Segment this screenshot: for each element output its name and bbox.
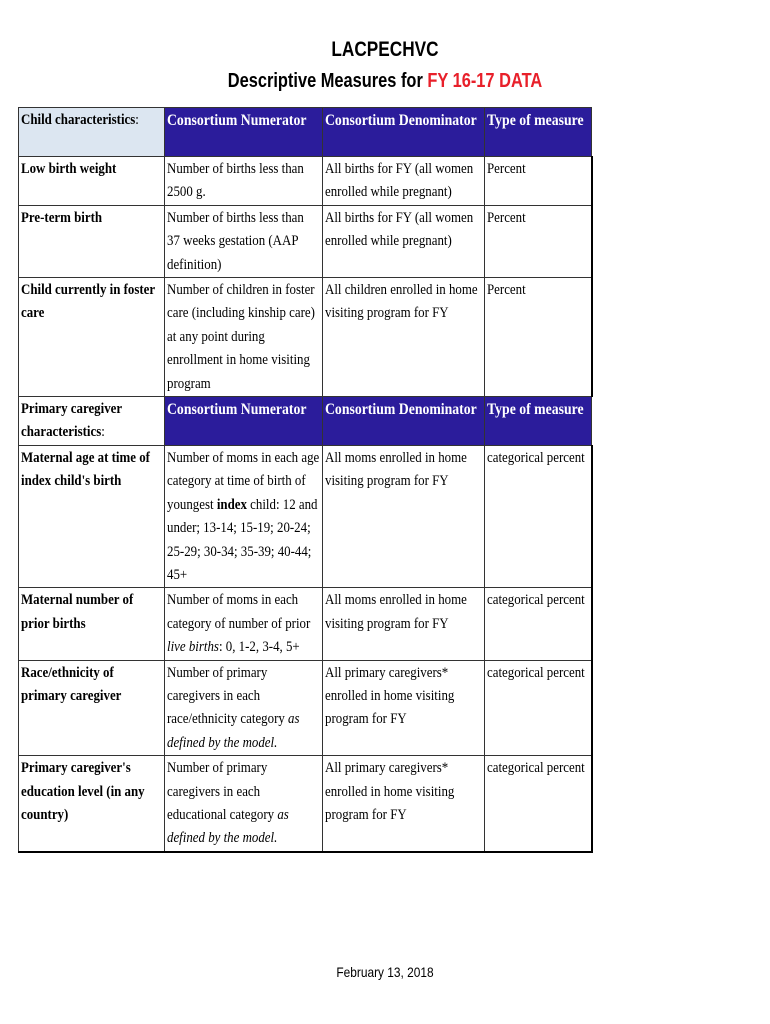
section1-header-row [19, 108, 592, 157]
table-row [19, 205, 592, 277]
section1-label: Child characteristics: [19, 108, 165, 157]
table-row [19, 588, 592, 660]
section2-label: Primary caregiver characteristics: [19, 397, 165, 446]
row-type: Percent [485, 157, 592, 206]
row-type: categorical percent [485, 756, 592, 852]
row-type: categorical percent [485, 660, 592, 756]
row-numerator: Number of primary caregivers in each race/ethnicity category as defined by the model. [165, 660, 323, 756]
document-title: LACPECHVC [331, 38, 439, 61]
footer-date: February 13, 2018 [336, 964, 434, 980]
row-denominator: All births for FY (all women enrolled while pregnant) [323, 157, 485, 206]
measures-table [18, 107, 593, 853]
row-denominator: All children enrolled in home visiting program for FY [323, 278, 485, 397]
row-label: Maternal age at time of index child's birth [19, 445, 165, 587]
section2-header-row [19, 397, 592, 446]
row-numerator: Number of primary caregivers in each educational category as defined by the model. [165, 756, 323, 852]
section2-denominator-header: Consortium Denominator [323, 397, 485, 446]
section1-denominator-header: Consortium Denominator [323, 108, 485, 157]
row-numerator: Number of moms in each age category at time of birth of youngest index child: 12 and under; 13-14; 15-19; 20-24; 25-29; 30-34; 35-39; 40-44; 45+ [165, 445, 323, 587]
row-denominator: All primary caregivers* enrolled in home visiting program for FY [323, 660, 485, 756]
row-label: Pre-term birth [19, 205, 165, 277]
section1-numerator-header: Consortium Numerator [165, 108, 323, 157]
section2-type-header: Type of measure [485, 397, 592, 446]
row-numerator: Number of births less than 37 weeks gestation (AAP definition) [165, 205, 323, 277]
row-label: Race/ethnicity of primary caregiver [19, 660, 165, 756]
table-row [19, 445, 592, 587]
table-row [19, 756, 592, 852]
table-row [19, 660, 592, 756]
row-label: Low birth weight [19, 157, 165, 206]
table-row [19, 157, 592, 206]
row-numerator: Number of children in foster care (including kinship care) at any point during enrollment in home visiting program [165, 278, 323, 397]
row-label: Primary caregiver's education level (in any country) [19, 756, 165, 852]
row-numerator: Number of moms in each category of number of prior live births: 0, 1-2, 3-4, 5+ [165, 588, 323, 660]
row-denominator: All moms enrolled in home visiting program for FY [323, 588, 485, 660]
row-type: Percent [485, 278, 592, 397]
row-denominator: All births for FY (all women enrolled while pregnant) [323, 205, 485, 277]
row-denominator: All primary caregivers* enrolled in home visiting program for FY [323, 756, 485, 852]
section2-numerator-header: Consortium Numerator [165, 397, 323, 446]
row-numerator: Number of births less than 2500 g. [165, 157, 323, 206]
row-label: Maternal number of prior births [19, 588, 165, 660]
row-label: Child currently in foster care [19, 278, 165, 397]
document-subtitle [69, 70, 700, 93]
row-type: categorical percent [485, 588, 592, 660]
row-denominator: All moms enrolled in home visiting program for FY [323, 445, 485, 587]
subtitle-highlight: FY 16-17 DATA [427, 70, 543, 92]
table-row [19, 278, 592, 397]
section1-type-header: Type of measure [485, 108, 592, 157]
subtitle-prefix: Descriptive Measures for [227, 70, 428, 92]
row-type: Percent [485, 205, 592, 277]
row-type: categorical percent [485, 445, 592, 587]
